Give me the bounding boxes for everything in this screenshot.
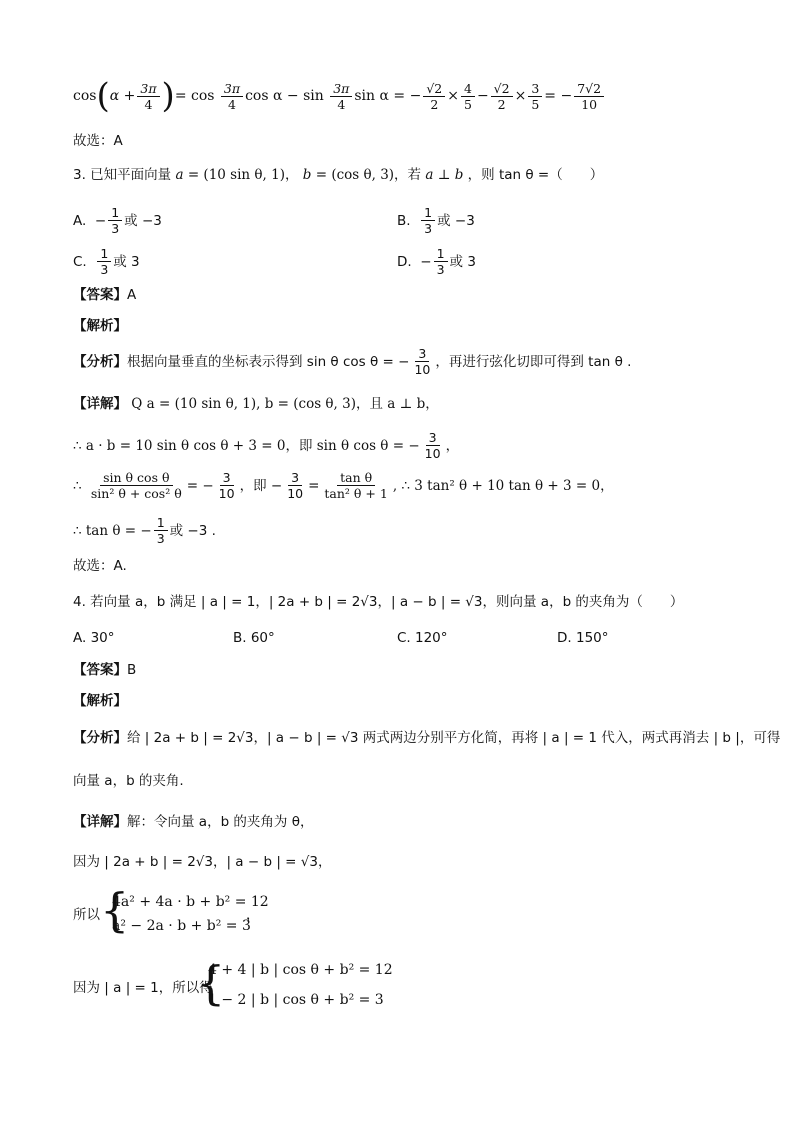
system-2-row-1: 4 + 4 | b | cos θ + b² = 12 bbox=[208, 962, 393, 978]
fraction: $\frac{4}{5}$ bbox=[461, 81, 475, 112]
option-b: B. $\frac{1}{3}$ 或 −3 bbox=[397, 205, 475, 236]
q3-detail-3: ∴ $\frac{\text{sin θ cos θ}}{\text{sin² θ + cos² θ}}$ = − $\frac{3}{10}$ ，即 − $\frac{3}{10}$ = $\frac{\text{tan θ}}{\text{tan² θ + 1}}$ , ∴ 3 tan² θ + 10 tan θ + 3 = 0， bbox=[73, 470, 614, 501]
left-brace: { bbox=[196, 956, 226, 1010]
fraction: $\frac{3}{5}$ bbox=[528, 81, 542, 112]
q4-fenxi-2: 向量 a，b 的夹角. bbox=[73, 773, 184, 789]
option-d: D. − $\frac{1}{3}$ 或 3 bbox=[397, 246, 476, 277]
q4-detail-2: 因为 | 2a + b | = 2√3，| a − b | = √3， bbox=[73, 854, 332, 870]
q3-analysis-tag: 【解析】 bbox=[73, 318, 127, 334]
fraction: $\frac{3\pi}{4}$ bbox=[330, 81, 352, 112]
q3-answer: 【答案】A bbox=[73, 287, 137, 303]
left-paren: ( bbox=[96, 76, 110, 116]
q4-option-d: D. 150° bbox=[557, 630, 609, 646]
top-formula: cos ( α + $\frac{3\pi}{4}$ ) = cos $\frac{3\pi}{4}$ cos α − sin $\frac{3\pi}{4}$ sin α = − $\frac{√2}{2}$ × $\frac{4}{5}$ − $\frac{√2}{2}$ × $\frac{3}{5}$ = − $\frac{7√2}{10}$ bbox=[73, 76, 606, 116]
q4-option-a: A. 30° bbox=[73, 630, 115, 646]
fraction: $\frac{3\pi}{4}$ bbox=[137, 81, 159, 112]
fraction: $\frac{√2}{2}$ bbox=[423, 81, 445, 112]
q3-stem: 3. 已知平面向量 a = (10 sin θ, 1)， b = (cos θ, 3)，若 a ⊥ b ，则 tan θ =（ ） bbox=[73, 167, 604, 183]
option-a: A. − $\frac{1}{3}$ 或 −3 bbox=[73, 205, 162, 236]
q4-fenxi-1: 【分析】给 | 2a + b | = 2√3，| a − b | = √3 两式两边分别平方化简，再将 | a | = 1 代入，两式再消去 | b |，可得 bbox=[73, 730, 781, 746]
left-brace: { bbox=[100, 883, 130, 937]
fraction: $\frac{7√2}{10}$ bbox=[574, 81, 604, 112]
q4-detail-4-label: 因为 | a | = 1，所以得 bbox=[73, 980, 213, 996]
q4-analysis-tag: 【解析】 bbox=[73, 693, 127, 709]
q3-detail-2: ∴ a · b = 10 sin θ cos θ + 3 = 0，即 sin θ cos θ = − $\frac{3}{10}$ ， bbox=[73, 430, 460, 461]
system-2-row-2: 1 − 2 | b | cos θ + b² = 3 bbox=[208, 992, 384, 1008]
q3-detail-1: 【详解】 Q a = (10 sin θ, 1), b = (cos θ, 3)，且 a ⊥ b， bbox=[73, 396, 439, 412]
answer-prev: 故选：A bbox=[73, 133, 123, 149]
q3-choose: 故选：A. bbox=[73, 558, 127, 574]
q4-stem: 4. 若向量 a，b 满足 | a | = 1，| 2a + b | = 2√3，| a − b | = √3，则向量 a，b 的夹角为（ ） bbox=[73, 594, 684, 610]
system-1-row-2: a² − 2a · b + b² = 3 bbox=[112, 918, 251, 934]
q4-option-c: C. 120° bbox=[397, 630, 448, 646]
q3-fenxi: 【分析】 根据向量垂直的坐标表示得到 sin θ cos θ = − $\frac{3}{10}$ ，再进行弦化切即可得到 tan θ . bbox=[73, 346, 632, 377]
q3-detail-4: ∴ tan θ = − $\frac{1}{3}$ 或 −3 . bbox=[73, 515, 216, 546]
system-1-end: ， bbox=[246, 907, 260, 923]
q4-option-b: B. 60° bbox=[233, 630, 275, 646]
right-paren: ) bbox=[161, 76, 175, 116]
q4-detail-3-label: 所以 bbox=[73, 907, 100, 923]
q4-detail-1: 【详解】解：令向量 a，b 的夹角为 θ， bbox=[73, 814, 314, 830]
fraction: $\frac{3\pi}{4}$ bbox=[221, 81, 243, 112]
option-c: C. $\frac{1}{3}$ 或 3 bbox=[73, 246, 140, 277]
q4-answer: 【答案】B bbox=[73, 662, 137, 678]
fraction: $\frac{√2}{2}$ bbox=[491, 81, 513, 112]
system-1-row-1: 4a² + 4a · b + b² = 12 bbox=[112, 894, 269, 910]
